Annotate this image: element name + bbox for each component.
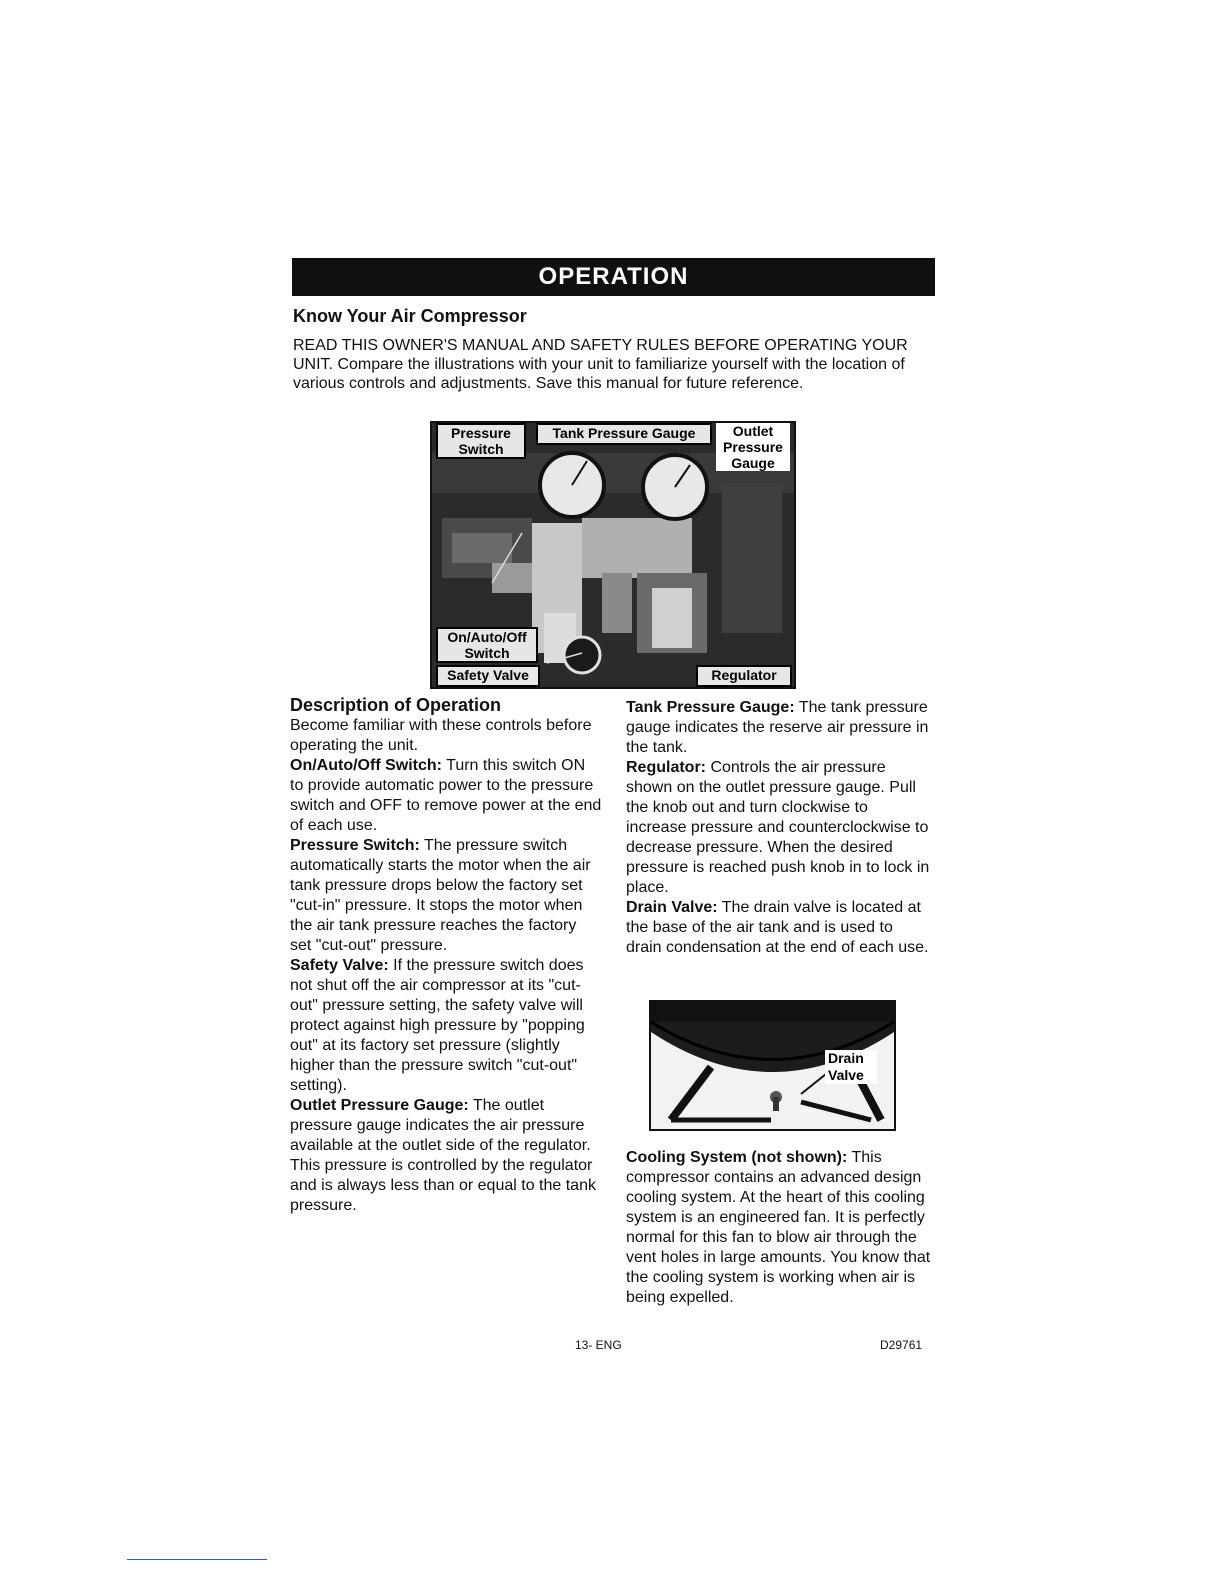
label-tank-pressure-gauge: Tank Pressure Gauge — [536, 423, 712, 445]
cooling-system-paragraph — [626, 1148, 931, 1308]
label-pressure-switch: Pressure Switch — [436, 423, 526, 459]
section-banner: OPERATION — [292, 258, 935, 296]
description-item-tank-pressure-gauge — [626, 698, 931, 758]
section-heading: Know Your Air Compressor — [293, 306, 527, 326]
definition: The tank pressure gauge indicates the reserve air pressure in the tank. — [626, 699, 929, 756]
description-item-safety-valve — [290, 956, 602, 1096]
term: Drain Valve: — [626, 899, 718, 916]
description-right-column — [626, 698, 931, 958]
definition: Turn this switch ON to provide automatic power to the pressure switch and OFF to remove power at the end of each use. — [290, 757, 602, 834]
term: On/Auto/Off Switch: — [290, 757, 442, 774]
description-item-outlet-pressure-gauge — [290, 1096, 602, 1216]
term: Tank Pressure Gauge: — [626, 699, 795, 716]
label-outlet-pressure-gauge: Outlet Pressure Gauge — [716, 423, 790, 471]
description-left-column — [290, 694, 602, 1216]
description-item-on-auto-off — [290, 756, 602, 836]
description-item-regulator — [626, 758, 931, 898]
label-safety-valve: Safety Valve — [436, 665, 540, 687]
term: Regulator: — [626, 759, 706, 776]
definition: The outlet pressure gauge indicates the air pressure available at the outlet side of the regulator. This pressure is controlled by the regulator and is always less than or equal to the tank pressure. — [290, 1097, 596, 1214]
term: Pressure Switch: — [290, 837, 420, 854]
label-drain-valve: Drain Valve — [825, 1050, 877, 1084]
description-item-drain-valve — [626, 898, 931, 958]
description-item-pressure-switch — [290, 836, 602, 956]
definition: This compressor contains an advanced design cooling system. At the heart of this cooling system is an engineered fan. It is perfectly normal for this fan to blow air through the vent holes in large amounts. You know that the cooling system is working when air is being expelled. — [626, 1149, 931, 1306]
term: Outlet Pressure Gauge: — [290, 1097, 469, 1114]
drain-valve-photo — [649, 1000, 896, 1131]
document-code: D29761 — [880, 1338, 923, 1352]
compressor-controls-photo — [430, 421, 796, 689]
page-number: 13- ENG — [575, 1338, 622, 1352]
description-intro: Become familiar with these controls before operating the unit. — [290, 717, 592, 754]
footnote-rule — [127, 1559, 267, 1560]
definition: If the pressure switch does not shut off the air compressor at its "cut-out" pressure setting, the safety valve will protect against high pressure by "popping out" at its factory set pressure (slightly higher than the pressure switch "cut-out" setting). — [290, 957, 585, 1094]
label-on-auto-off-switch: On/Auto/Off Switch — [436, 627, 538, 663]
term: Safety Valve: — [290, 957, 389, 974]
definition: The drain valve is located at the base of the air tank and is used to drain condensation at the end of each use. — [626, 899, 929, 956]
definition: The pressure switch automatically starts the motor when the air tank pressure drops below the factory set "cut-in" pressure. It stops the motor when the air tank pressure reaches the factory set "cut-out" pressure. — [290, 837, 591, 954]
label-regulator: Regulator — [696, 665, 792, 687]
intro-paragraph: READ THIS OWNER'S MANUAL AND SAFETY RULES BEFORE OPERATING YOUR UNIT. Compare the illustrations with your unit to familiarize yourself with the location of various controls and adjustments. Save this manual for future reference. — [293, 337, 908, 392]
description-heading: Description of Operation — [290, 695, 502, 715]
term: Cooling System (not shown): — [626, 1149, 848, 1166]
definition: Controls the air pressure shown on the outlet pressure gauge. Pull the knob out and turn clockwise to increase pressure and counterclockwise to decrease pressure. When the desired pressure is reached push knob in to lock in place. — [626, 759, 930, 896]
